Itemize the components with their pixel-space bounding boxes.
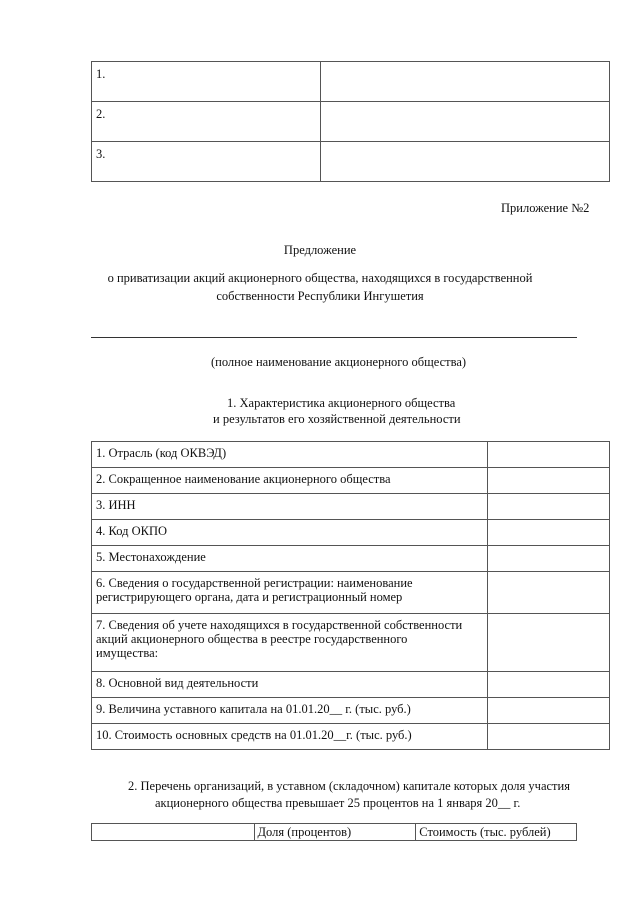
company-name-line	[91, 337, 577, 338]
table-cell	[321, 142, 610, 182]
row-label-line: 6. Сведения о государственной регистрации: наименование	[96, 576, 413, 590]
table-row	[92, 142, 610, 182]
table-row	[92, 102, 610, 142]
table-cell: 3.	[92, 142, 321, 182]
value-cell	[487, 698, 609, 724]
row-label	[92, 468, 488, 494]
row-label	[92, 614, 488, 672]
table-row	[92, 546, 610, 572]
table-cell	[321, 102, 610, 142]
row-label	[92, 698, 488, 724]
row-label	[92, 494, 488, 520]
table-row	[92, 520, 610, 546]
value-cell	[487, 442, 609, 468]
header-cell-value: Стоимость (тыс. рублей)	[416, 824, 577, 841]
company-name-hint: (полное наименование акционерного общества)	[211, 355, 467, 369]
proposal-subtitle-line2: собственности Республики Ингушетия	[216, 289, 424, 303]
row-label	[92, 572, 488, 614]
value-cell	[487, 494, 609, 520]
value-cell	[487, 572, 609, 614]
row-label-line: акций акционерного общества в реестре государственного	[96, 632, 408, 646]
row-label-line: 10. Стоимость основных средств на 01.01.20__г. (тыс. руб.)	[96, 728, 412, 742]
row-label	[92, 724, 488, 750]
characteristics-table	[91, 441, 610, 750]
row-label-line: имущества:	[96, 646, 159, 660]
table-row	[92, 62, 610, 102]
table-cell: 2.	[92, 102, 321, 142]
table-cell: 1.	[92, 62, 321, 102]
table-header-row	[92, 824, 577, 841]
header-cell-name	[92, 824, 255, 841]
header-cell-share: Доля (процентов)	[254, 824, 416, 841]
value-cell	[487, 614, 609, 672]
top-table	[91, 61, 610, 182]
row-label-line: 7. Сведения об учете находящихся в государственной собственности	[96, 618, 463, 632]
organizations-table	[91, 823, 577, 841]
table-row	[92, 442, 610, 468]
section2-title-line2: акционерного общества превышает 25 процентов на 1 января 20__ г.	[155, 796, 521, 810]
table-row	[92, 672, 610, 698]
table-row	[92, 572, 610, 614]
row-label-line: 4. Код ОКПО	[96, 524, 168, 538]
row-label-line: 2. Сокращенное наименование акционерного общества	[96, 472, 391, 486]
section1-title-line2: и результатов его хозяйственной деятельности	[213, 412, 461, 426]
row-label-line: 8. Основной вид деятельности	[96, 676, 259, 690]
value-cell	[487, 468, 609, 494]
table-row	[92, 494, 610, 520]
value-cell	[487, 724, 609, 750]
row-label-line: 5. Местонахождение	[96, 550, 206, 564]
row-label-line: 9. Величина уставного капитала на 01.01.20__ г. (тыс. руб.)	[96, 702, 411, 716]
table-row	[92, 614, 610, 672]
value-cell	[487, 520, 609, 546]
section1-title-line1: 1. Характеристика акционерного общества	[227, 396, 456, 410]
proposal-subtitle-line1: о приватизации акций акционерного общества, находящихся в государственной	[107, 271, 533, 285]
row-label-line: 1. Отрасль (код ОКВЭД)	[96, 446, 227, 460]
table-row	[92, 468, 610, 494]
row-label	[92, 546, 488, 572]
table-row	[92, 724, 610, 750]
section2-title-line1: 2. Перечень организаций, в уставном (складочном) капитале которых доля участия	[128, 779, 570, 793]
value-cell	[487, 546, 609, 572]
table-cell	[321, 62, 610, 102]
row-label-line: регистрирующего органа, дата и регистрационный номер	[96, 590, 403, 604]
table-row	[92, 698, 610, 724]
proposal-heading: Предложение	[283, 243, 357, 257]
value-cell	[487, 672, 609, 698]
row-label-line: 3. ИНН	[96, 498, 136, 512]
appendix-label: Приложение №2	[501, 201, 590, 215]
row-label	[92, 520, 488, 546]
row-label	[92, 672, 488, 698]
row-label	[92, 442, 488, 468]
